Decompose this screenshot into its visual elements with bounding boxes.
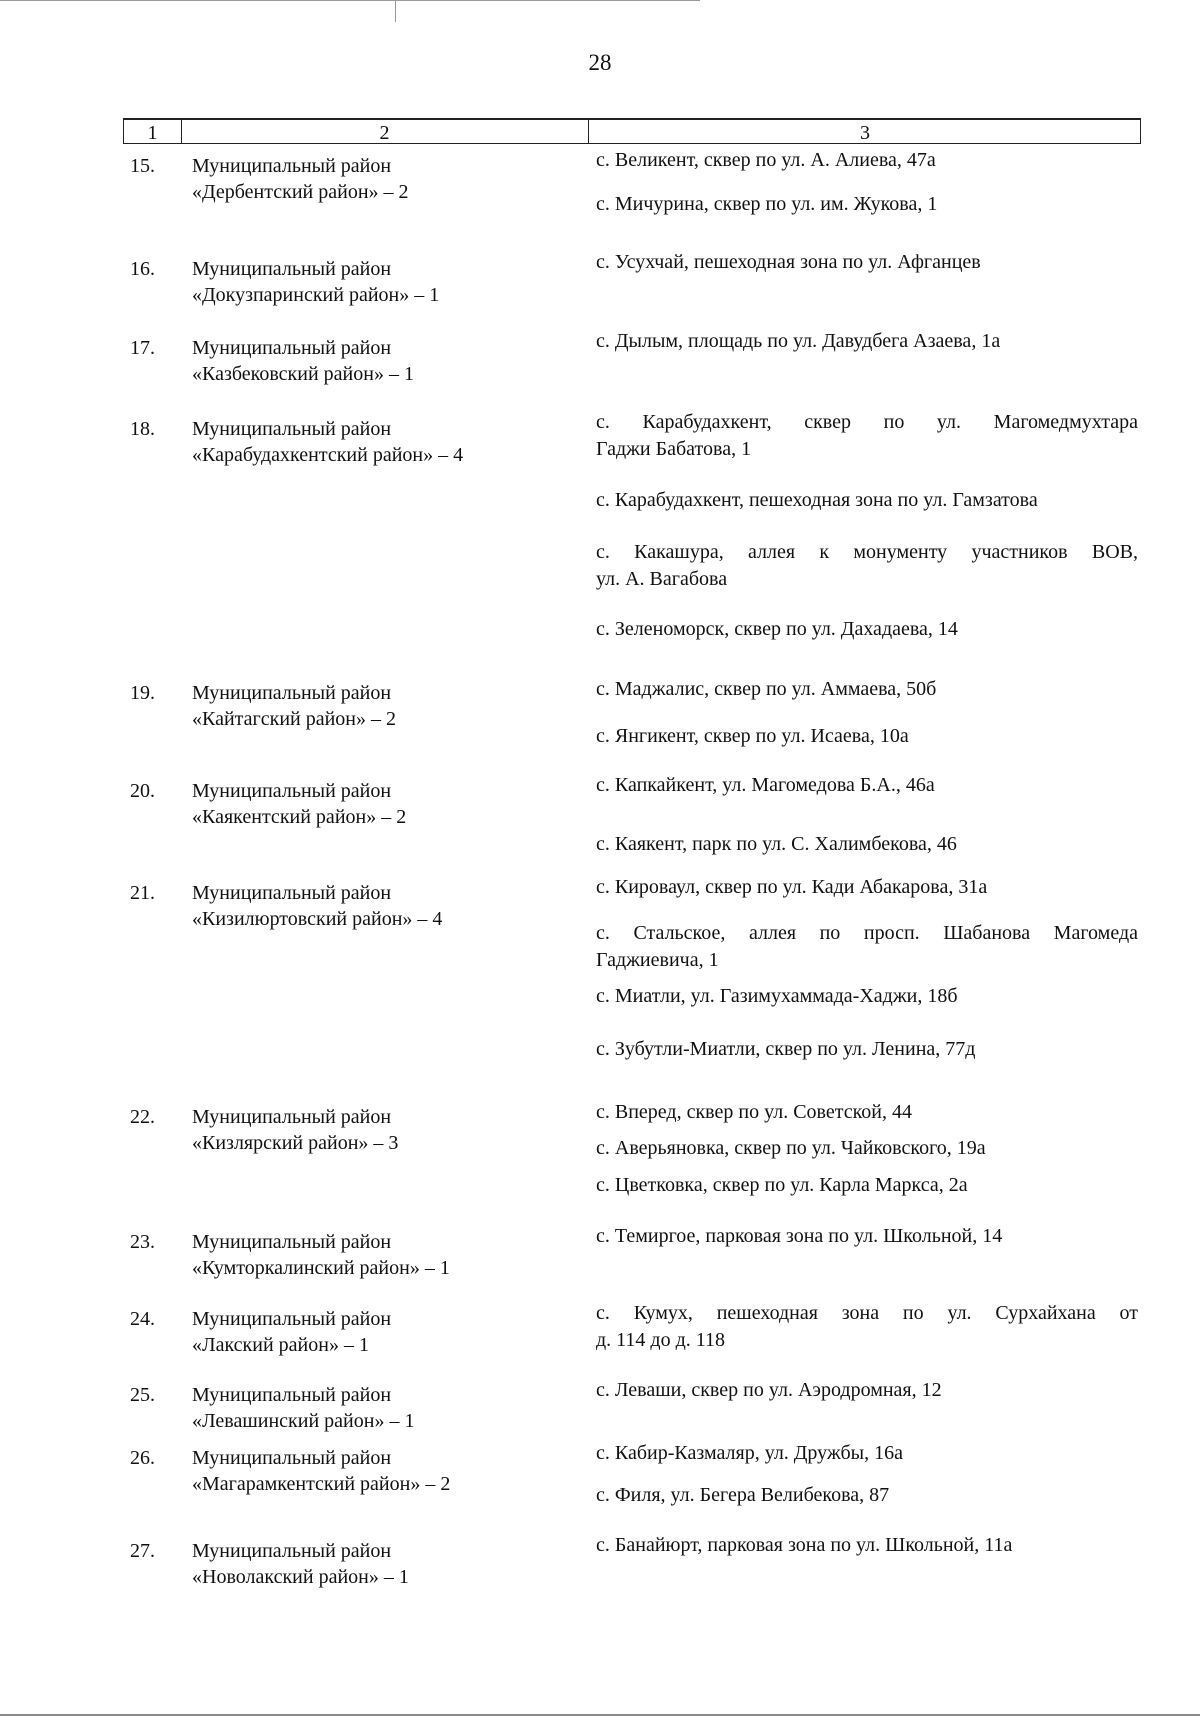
- row-number: 26.: [130, 1447, 155, 1469]
- place-line-2: д. 114 до д. 118: [596, 1329, 726, 1351]
- district-label: Муниципальный район: [192, 418, 392, 440]
- place-item: с. Зубутли-Миатли, сквер по ул. Ленина, 77д: [596, 1038, 976, 1060]
- place-item: с. Цветковка, сквер по ул. Карла Маркса, 2а: [596, 1174, 968, 1196]
- place-line-1: с. Стальское, аллея по просп. Шабанова Магомеда: [596, 922, 1138, 944]
- row-number: 25.: [130, 1384, 155, 1406]
- place-item: с. Кироваул, сквер по ул. Кади Абакарова, 31а: [596, 876, 988, 898]
- row-number: 16.: [130, 258, 155, 280]
- district-name: «Кайтагский район» – 2: [192, 708, 397, 730]
- place-line-2: ул. А. Вагабова: [596, 568, 728, 590]
- district-name: «Кумторкалинский район» – 1: [192, 1257, 450, 1279]
- district-label: Муниципальный район: [192, 1106, 392, 1128]
- row-number: 27.: [130, 1540, 155, 1562]
- row-number: 17.: [130, 337, 155, 359]
- scan-edge-bottom: [0, 1714, 1200, 1716]
- district-label: Муниципальный район: [192, 1231, 392, 1253]
- district-label: Муниципальный район: [192, 258, 392, 280]
- table-header: [123, 118, 1141, 144]
- place-item: с. Кабир-Казмаляр, ул. Дружбы, 16а: [596, 1442, 903, 1464]
- header-col-2: 2: [181, 120, 589, 143]
- row-number: 20.: [130, 780, 155, 802]
- district-name: «Магарамкентский район» – 2: [192, 1473, 451, 1495]
- district-label: Муниципальный район: [192, 1384, 392, 1406]
- place-item: [596, 920, 1138, 974]
- district-name: «Каякентский район» – 2: [192, 806, 407, 828]
- place-item: с. Миатли, ул. Газимухаммада-Хаджи, 18б: [596, 985, 958, 1007]
- place-line-2: Гаджиевича, 1: [596, 949, 719, 971]
- district-name: «Карабудахкентский район» – 4: [192, 444, 464, 466]
- district-label: Муниципальный район: [192, 780, 392, 802]
- place-line-1: с. Кумух, пешеходная зона по ул. Сурхайхана от: [596, 1302, 1138, 1324]
- place-item: с. Аверьяновка, сквер по ул. Чайковского, 19а: [596, 1137, 986, 1159]
- district-label: Муниципальный район: [192, 337, 392, 359]
- row-number: 18.: [130, 418, 155, 440]
- district-label: Муниципальный район: [192, 882, 392, 904]
- row-number: 15.: [130, 155, 155, 177]
- place-item: с. Филя, ул. Бегера Велибекова, 87: [596, 1484, 890, 1506]
- row-number: 19.: [130, 682, 155, 704]
- place-item: с. Темиргое, парковая зона по ул. Школьной, 14: [596, 1225, 1003, 1247]
- district-label: Муниципальный район: [192, 155, 392, 177]
- place-line-2: Гаджи Бабатова, 1: [596, 438, 752, 460]
- place-item: с. Каякент, парк по ул. С. Халимбекова, 46: [596, 833, 957, 855]
- place-item: с. Усухчай, пешеходная зона по ул. Афганцев: [596, 251, 981, 273]
- row-number: 21.: [130, 882, 155, 904]
- place-line-1: с. Карабудахкент, сквер по ул. Магомедмухтара: [596, 411, 1138, 433]
- header-col-1: 1: [124, 120, 182, 143]
- row-number: 24.: [130, 1308, 155, 1330]
- place-item: [596, 409, 1138, 463]
- header-col-3: 3: [860, 122, 870, 144]
- district-name: «Кизлярский район» – 3: [192, 1132, 399, 1154]
- place-item: с. Капкайкент, ул. Магомедова Б.А., 46а: [596, 774, 935, 796]
- district-name: «Докузпаринский район» – 1: [192, 284, 440, 306]
- row-number: 23.: [130, 1231, 155, 1253]
- district-name: «Казбековский район» – 1: [192, 363, 414, 385]
- scan-mark: [395, 0, 396, 22]
- district-label: Муниципальный район: [192, 1447, 392, 1469]
- district-name: «Кизилюртовский район» – 4: [192, 908, 443, 930]
- place-item: с. Банайюрт, парковая зона по ул. Школьной, 11а: [596, 1534, 1013, 1556]
- district-name: «Новолакский район» – 1: [192, 1566, 409, 1588]
- page-number: 28: [588, 50, 612, 75]
- row-number: 22.: [130, 1106, 155, 1128]
- district-label: Муниципальный район: [192, 682, 392, 704]
- place-item: с. Великент, сквер по ул. А. Алиева, 47а: [596, 149, 936, 171]
- place-item: с. Маджалис, сквер по ул. Аммаева, 50б: [596, 678, 937, 700]
- district-name: «Лакский район» – 1: [192, 1334, 369, 1356]
- place-item: с. Вперед, сквер по ул. Советской, 44: [596, 1101, 912, 1123]
- district-label: Муниципальный район: [192, 1540, 392, 1562]
- place-item: [596, 539, 1138, 593]
- place-item: [596, 1300, 1138, 1354]
- place-item: с. Карабудахкент, пешеходная зона по ул. Гамзатова: [596, 489, 1038, 511]
- scan-edge-top: [0, 0, 700, 1]
- district-label: Муниципальный район: [192, 1308, 392, 1330]
- place-item: с. Леваши, сквер по ул. Аэродромная, 12: [596, 1379, 942, 1401]
- place-item: с. Мичурина, сквер по ул. им. Жукова, 1: [596, 193, 938, 215]
- place-item: с. Зеленоморск, сквер по ул. Дахадаева, 14: [596, 618, 958, 640]
- place-line-1: с. Какашура, аллея к монументу участников ВОВ,: [596, 541, 1138, 563]
- district-name: «Дербентский район» – 2: [192, 181, 409, 203]
- place-item: с. Янгикент, сквер по ул. Исаева, 10а: [596, 725, 909, 747]
- district-name: «Левашинский район» – 1: [192, 1410, 415, 1432]
- place-item: с. Дылым, площадь по ул. Давудбега Азаева, 1а: [596, 330, 1001, 352]
